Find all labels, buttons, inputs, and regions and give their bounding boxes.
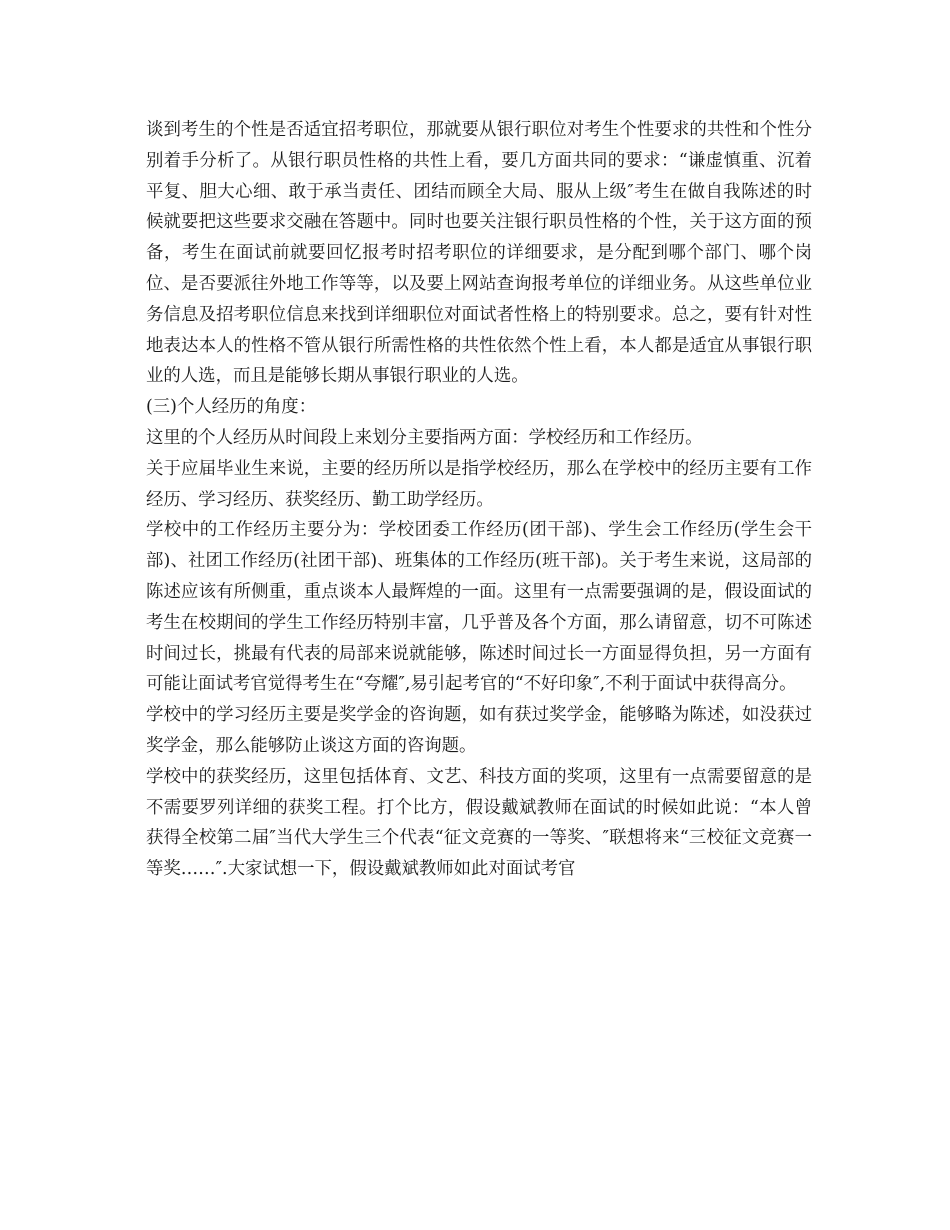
paragraph-study-experience: 学校中的学习经历主要是奖学金的咨询题，如有获过奖学金，能够略为陈述，如没获过奖学金，那么能够防止谈这方面的咨询题。: [146, 705, 812, 756]
section-heading-personal-experience: (三)个人经历的角度：: [146, 397, 317, 418]
paragraph-graduate-experience: 关于应届毕业生来说，主要的经历所以是指学校经历，那么在学校中的经历主要有工作经历、学习经历、获奖经历、勤工助学经历。: [146, 458, 812, 510]
paragraph-award-experience: 学校中的获奖经历，这里包括体育、文艺、科技方面的奖项，这里有一点需要留意的是不需要罗列详细的获奖工程。打个比方，假设戴斌教师在面试的时候如此说：“本人曾获得全校第二届″当代大学生三个代表“征文竞赛的一等奖、″联想将来“三校征文竞赛一等奖……″.大家试想一下，假设戴斌教师如此对面试考官: [146, 766, 812, 880]
paragraph-work-experience: 学校中的工作经历主要分为：学校团委工作经历(团干部)、学生会工作经历(学生会干部)、社团工作经历(社团干部)、班集体的工作经历(班干部)。关于考生来说，这局部的陈述应该有所侧重，重点谈本人最辉煌的一面。这里有一点需要强调的是，假设面试的考生在校期间的学生工作经历特别丰富，几乎普及各个方面，那么请留意，切不可陈述时间过长，挑最有代表的局部来说就能够，陈述时间过长一方面显得负担，另一方面有可能让面试考官觉得考生在“夸耀″,易引起考官的“不好印象″,不利于面试中获得高分。: [146, 520, 812, 695]
paragraph-personality: 谈到考生的个性是否适宜招考职位，那就要从银行职位对考生个性要求的共性和个性分别着手分析了。从银行职员性格的共性上看，要几方面共同的要求：“谦虚慎重、沉着平复、胆大心细、敢于承当责任、团结而顾全大局、服从上级″考生在做自我陈述的时候就要把这些要求交融在答题中。同时也要关注银行职员性格的个性，关于这方面的预备，考生在面试前就要回忆报考时招考职位的详细要求，是分配到哪个部门、哪个岗位、是否要派往外地工作等等，以及要上网站查询报考单位的详细业务。从这些单位业务信息及招考职位信息来找到详细职位对面试者性格上的特别要求。总之，要有针对性地表达本人的性格不管从银行所需性格的共性依然个性上看，本人都是适宜从事银行职业的人选，而且是能够长期从事银行职业的人选。: [146, 120, 812, 387]
document-body: [146, 115, 812, 885]
paragraph-experience-overview: 这里的个人经历从时间段上来划分主要指两方面：学校经历和工作经历。: [146, 427, 703, 448]
